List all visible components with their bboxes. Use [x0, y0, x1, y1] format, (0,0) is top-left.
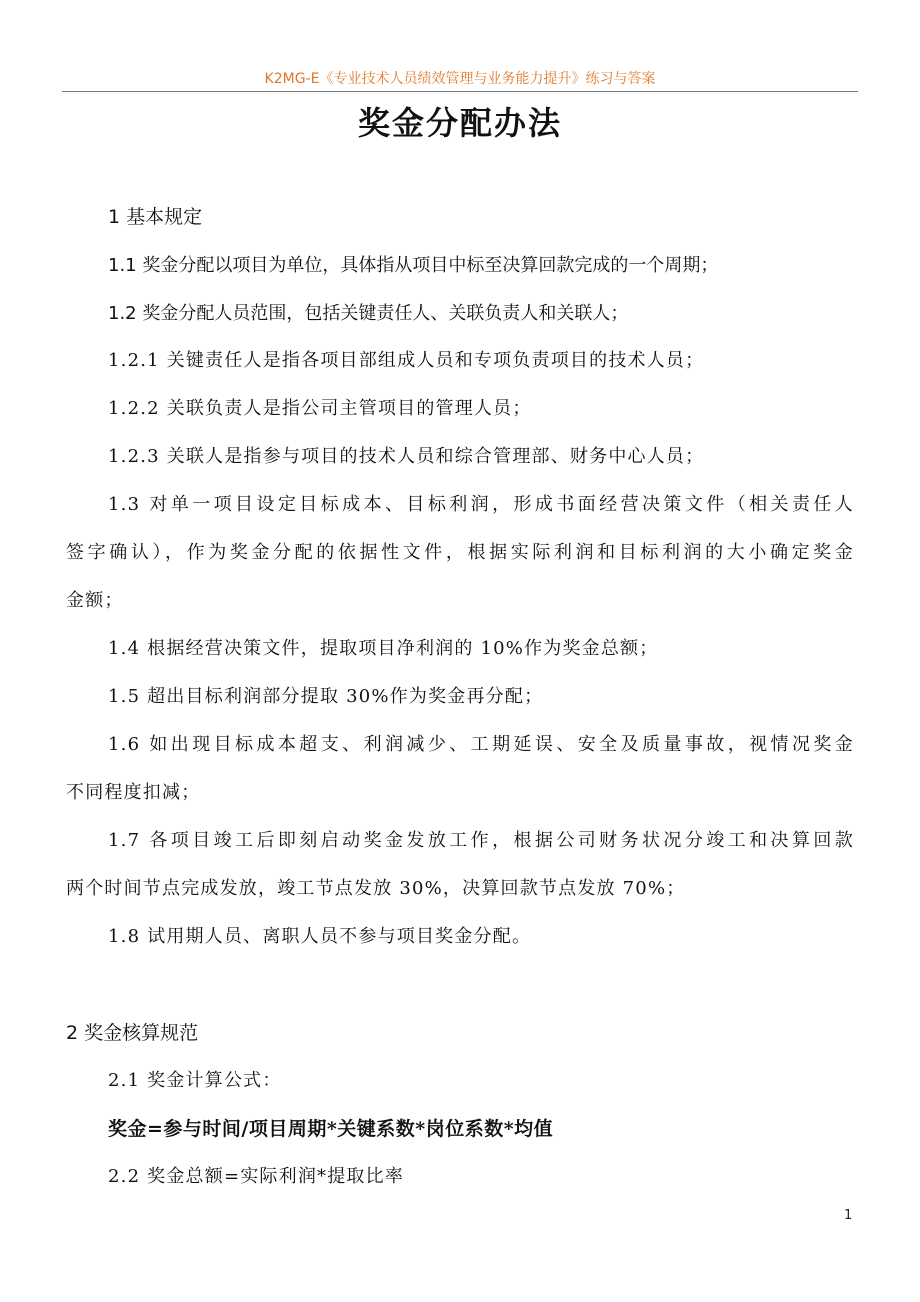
clause-1-7-line-2: 两个时间节点完成发放，竣工节点发放 30%，决算回款节点发放 70%；: [66, 878, 686, 899]
clause-1-8: 1.8 试用期人员、离职人员不参与项目奖金分配。: [108, 926, 532, 947]
clause-1-3-line-2: 签字确认），作为奖金分配的依据性文件，根据实际利润和目标利润的大小确定奖金: [66, 542, 854, 563]
clause-1-5: 1.5 超出目标利润部分提取 30%作为奖金再分配；: [108, 686, 544, 707]
header-divider: [62, 91, 858, 92]
bonus-formula: 奖金=参与时间/项目周期*关键系数*岗位系数*均值: [108, 1118, 554, 1140]
clause-1-3-line-3: 金额；: [66, 590, 124, 611]
clause-1-6-line-1: 1.6 如出现目标成本超支、利润减少、工期延误、安全及质量事故，视情况奖金: [108, 734, 854, 755]
clause-1-2: 1.2 奖金分配人员范围，包括关键责任人、关联负责人和关联人；: [108, 303, 629, 324]
clause-1-7-line-1: 1.7 各项目竣工后即刻启动奖金发放工作，根据公司财务状况分竣工和决算回款: [108, 830, 854, 851]
clause-1-2-3: 1.2.3 关联人是指参与项目的技术人员和综合管理部、财务中心人员；: [108, 446, 705, 467]
page-number: 1: [844, 1208, 853, 1223]
clause-2-1: 2.1 奖金计算公式：: [108, 1070, 282, 1091]
clause-1-2-1: 1.2.1 关键责任人是指各项目部组成人员和专项负责项目的技术人员；: [108, 350, 705, 371]
section-1-heading: 1 基本规定: [108, 206, 203, 228]
clause-1-1: 1.1 奖金分配以项目为单位，具体指从项目中标至决算回款完成的一个周期；: [108, 255, 719, 276]
clause-1-4: 1.4 根据经营决策文件，提取项目净利润的 10%作为奖金总额；: [108, 638, 659, 659]
document-title: 奖金分配办法: [357, 104, 562, 142]
clause-1-2-2: 1.2.2 关联负责人是指公司主管项目的管理人员；: [108, 398, 532, 419]
section-2-heading: 2 奖金核算规范: [66, 1022, 199, 1044]
clause-2-2: 2.2 奖金总额=实际利润*提取比率: [108, 1166, 405, 1187]
clause-1-3-line-1: 1.3 对单一项目设定目标成本、目标利润，形成书面经营决策文件（相关责任人: [108, 494, 854, 515]
clause-1-6-line-2: 不同程度扣减；: [66, 782, 201, 803]
document-header: K2MG-E《专业技术人员绩效管理与业务能力提升》练习与答案: [264, 71, 656, 87]
